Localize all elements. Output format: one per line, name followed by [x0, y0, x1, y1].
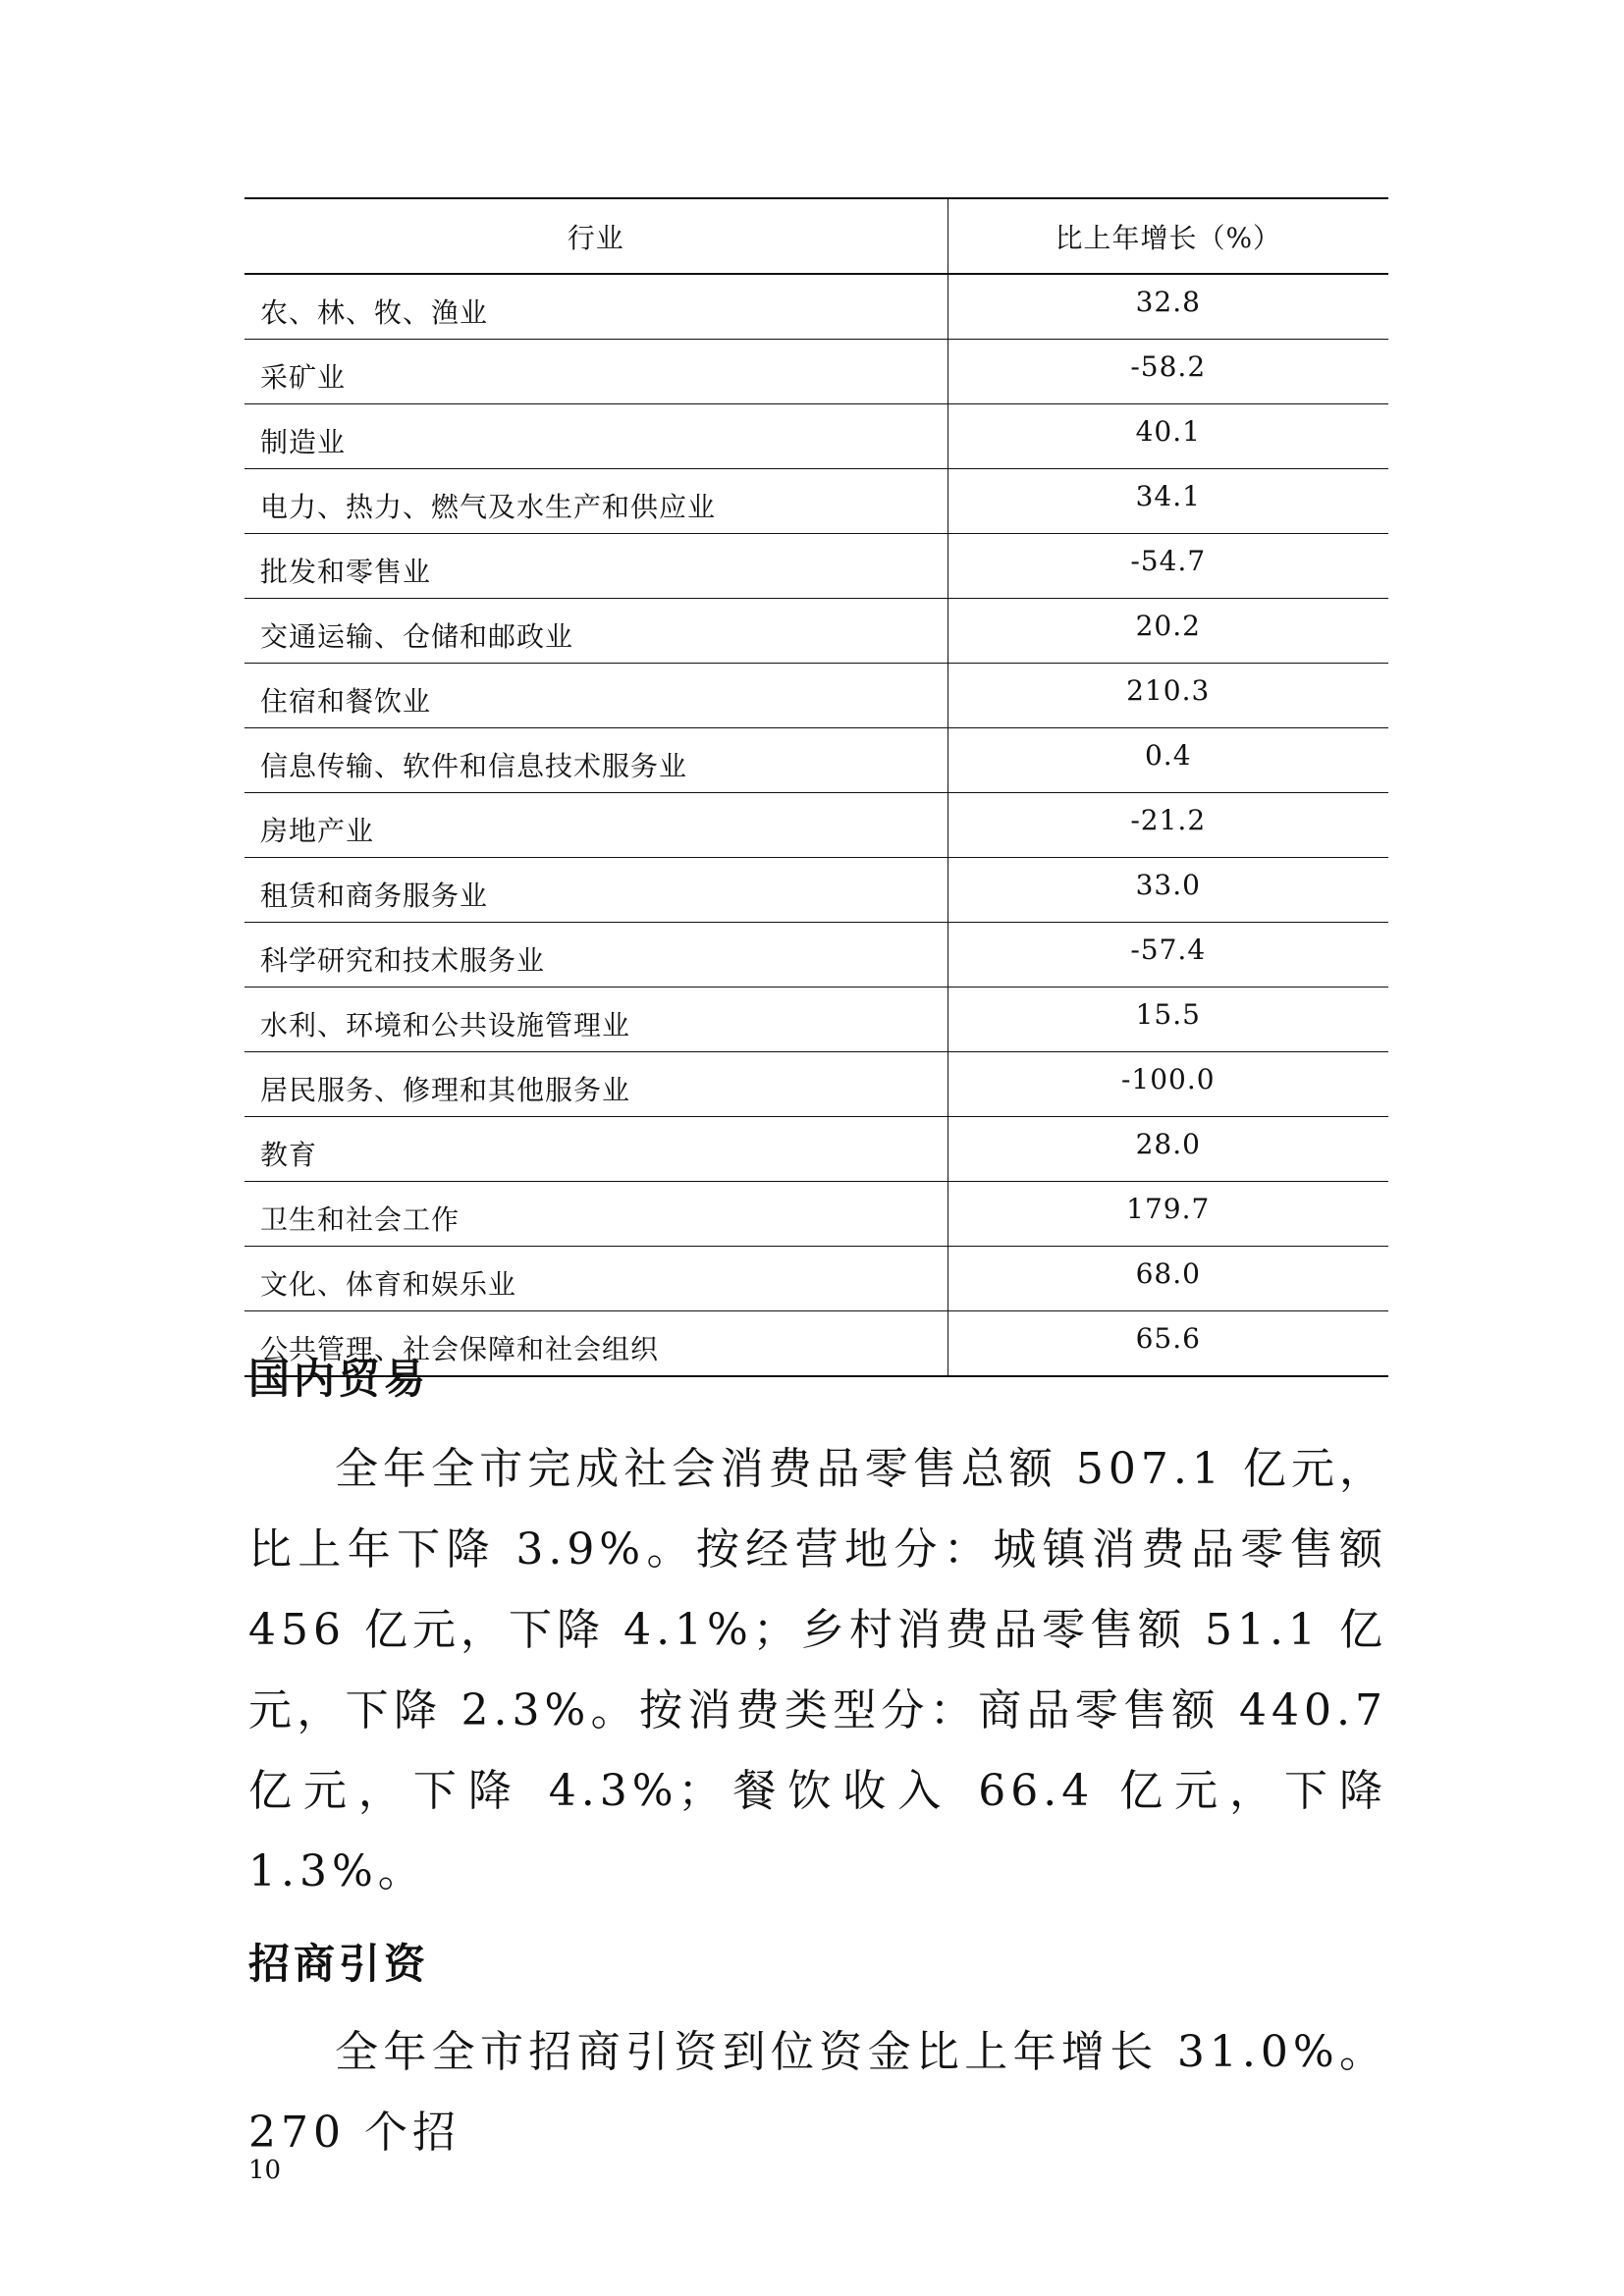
industry-name-cell: 制造业 [260, 425, 347, 458]
table-row [244, 599, 1388, 664]
growth-value-cell: 68.0 [947, 1247, 1388, 1311]
table-row [244, 534, 1388, 599]
industry-name-cell: 教育 [260, 1138, 318, 1171]
growth-value-cell: 179.7 [947, 1182, 1388, 1247]
page-number: 10 [248, 2156, 282, 2185]
industry-name-cell: 文化、体育和娱乐业 [260, 1267, 517, 1301]
section-heading-domestic-trade: 国内贸易 [248, 1355, 430, 1403]
industry-name-cell: 房地产业 [260, 814, 375, 847]
table-row [244, 988, 1388, 1052]
table-row [244, 793, 1388, 858]
industry-name-cell: 居民服务、修理和其他服务业 [260, 1073, 631, 1106]
growth-value-cell: -58.2 [947, 340, 1388, 404]
table-body [244, 274, 1388, 1376]
industry-name-cell: 水利、环境和公共设施管理业 [260, 1008, 631, 1041]
industry-name-cell: 科学研究和技术服务业 [260, 943, 546, 977]
industry-name-cell: 农、林、牧、渔业 [260, 295, 489, 329]
paragraph-investment: 全年全市招商引资到位资金比上年增长 31.0%。270 个招 [248, 2027, 1387, 2158]
growth-value-cell: 15.5 [947, 988, 1388, 1052]
growth-value-cell: -21.2 [947, 793, 1388, 858]
industry-name-cell: 批发和零售业 [260, 555, 432, 588]
industry-name-cell: 信息传输、软件和信息技术服务业 [260, 749, 688, 782]
table-row [244, 274, 1388, 340]
table-row [244, 340, 1388, 404]
industry-name-cell: 住宿和餐饮业 [260, 684, 432, 718]
table-row [244, 404, 1388, 469]
growth-value-cell: 40.1 [947, 404, 1388, 469]
table-row [244, 728, 1388, 793]
table-row [244, 1052, 1388, 1117]
industry-name-cell: 交通运输、仓储和邮政业 [260, 619, 574, 653]
industry-name-cell: 电力、热力、燃气及水生产和供应业 [260, 490, 717, 523]
growth-value-cell: 210.3 [947, 664, 1388, 728]
growth-value-cell: 33.0 [947, 858, 1388, 923]
table-row [244, 469, 1388, 534]
growth-value-cell: -57.4 [947, 923, 1388, 988]
growth-value-cell: -54.7 [947, 534, 1388, 599]
header-industry: 行业 [567, 221, 624, 254]
industry-name-cell: 采矿业 [260, 360, 347, 394]
section-heading-investment: 招商引资 [248, 1940, 430, 1988]
industry-name-cell: 公共管理、社会保障和社会组织 [260, 1332, 660, 1365]
table-row [244, 1182, 1388, 1247]
table-row [244, 923, 1388, 988]
table-row [244, 858, 1388, 923]
growth-value-cell: 34.1 [947, 469, 1388, 534]
growth-value-cell: 65.6 [947, 1311, 1388, 1377]
header-growth: 比上年增长（%） [947, 198, 1388, 274]
paragraph-domestic-trade: 全年全市完成社会消费品零售总额 507.1 亿元，比上年下降 3.9%。按经营地分：城镇消费品零售额 456 亿元，下降 4.1%；乡村消费品零售额 51.1 亿元，下降 2.3%。按消费类型分：商品零售额 440.7 亿元，下降 4.3%；餐饮收入 66.4 亿元，下降 1.3%。 [248, 1444, 1387, 1896]
table-header-row [244, 198, 1388, 274]
industry-name-cell: 卫生和社会工作 [260, 1202, 460, 1236]
growth-value-cell: 0.4 [947, 728, 1388, 793]
table-row [244, 1247, 1388, 1311]
table-row [244, 1117, 1388, 1182]
growth-value-cell: 32.8 [947, 274, 1388, 340]
growth-value-cell: -100.0 [947, 1052, 1388, 1117]
growth-value-cell: 28.0 [947, 1117, 1388, 1182]
growth-value-cell: 20.2 [947, 599, 1388, 664]
industry-growth-table [244, 197, 1388, 1377]
table-row [244, 664, 1388, 728]
industry-name-cell: 租赁和商务服务业 [260, 879, 489, 912]
